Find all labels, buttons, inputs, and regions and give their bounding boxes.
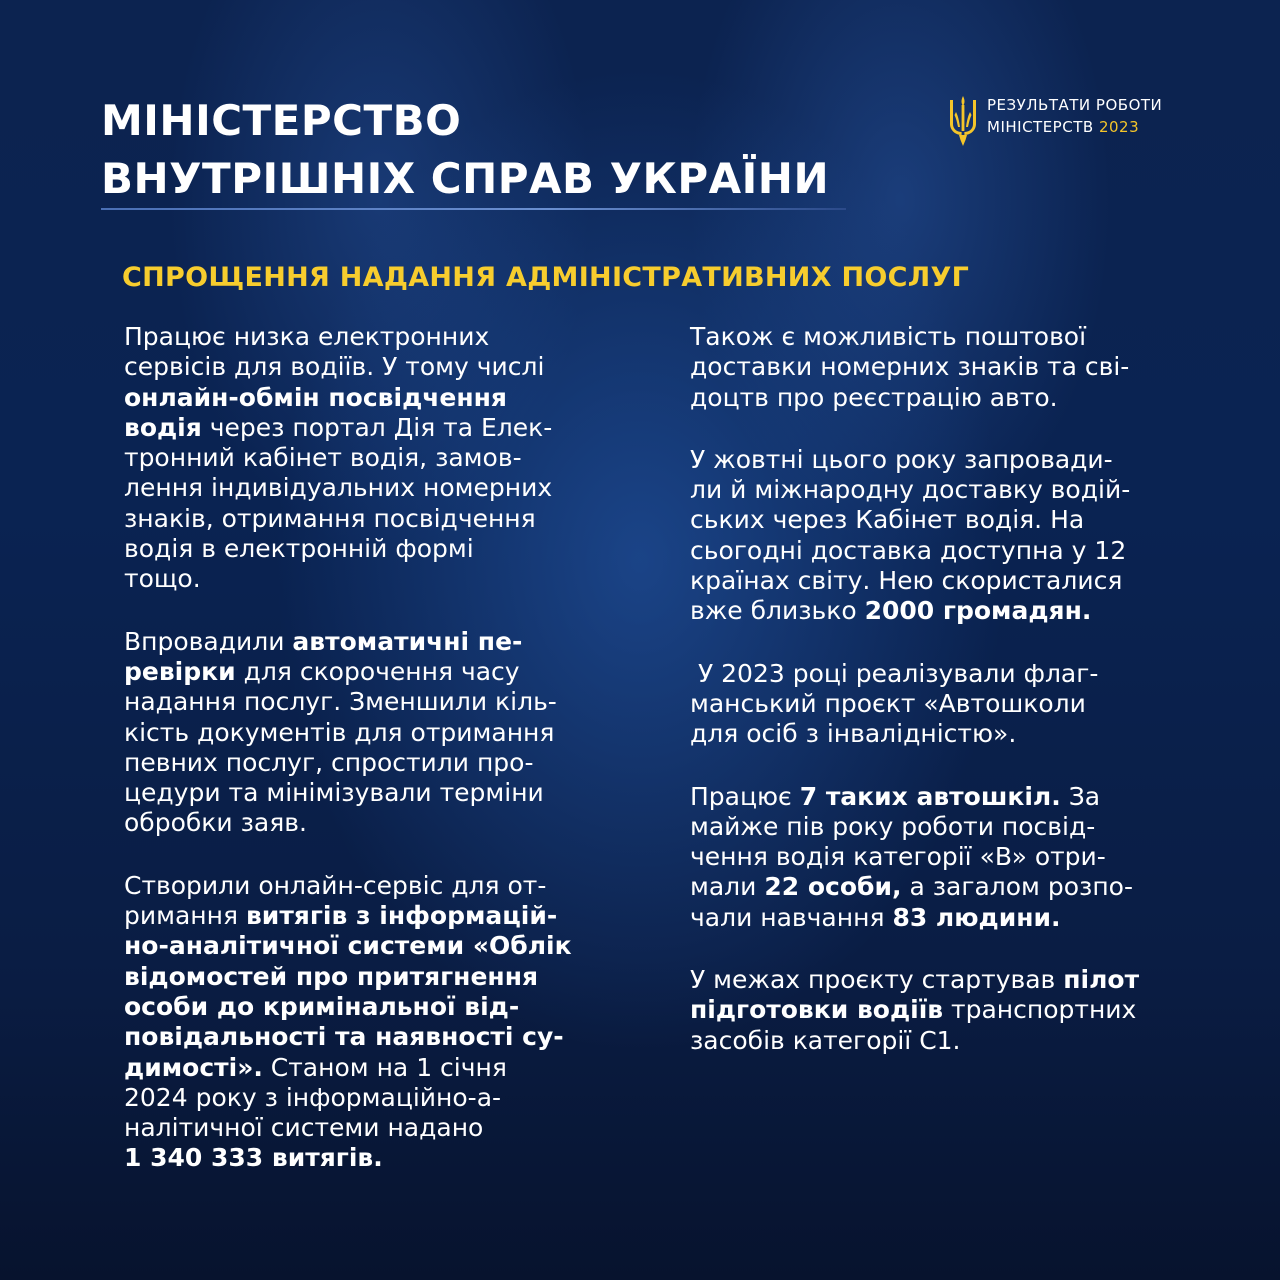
text-line: [124, 413, 654, 443]
brand-logo: [947, 88, 1237, 148]
right-column: [690, 322, 1230, 1088]
text-line: [124, 901, 654, 931]
text-line: [124, 627, 654, 657]
title-divider: [101, 208, 846, 210]
text-line: [124, 931, 654, 961]
text-fragment: У межах проєкту стартував: [690, 965, 1064, 995]
text-fragment: через портал Дія та Елек-: [201, 412, 553, 442]
text-line: [690, 903, 1230, 933]
text-line: У жовтні цього року запровади-: [690, 444, 1113, 474]
text-line: Також є можливість поштової: [690, 322, 1087, 351]
text-line: цедури та мінімізували терміни: [124, 778, 544, 808]
text-line: ських через Кабінет водія. На: [690, 505, 1085, 535]
bold-text: ревірки: [124, 656, 236, 686]
text-fragment: римання: [124, 901, 246, 931]
page-title: [101, 92, 901, 208]
brand-year: 2023: [1098, 118, 1140, 136]
text-line: надання послуг. Зменшили кіль-: [124, 687, 557, 717]
paragraph-postal-delivery: [690, 322, 1230, 413]
text-fragment: Станом на 1 січня: [262, 1052, 507, 1082]
text-fragment: За: [1060, 781, 1101, 811]
text-line: доцтв про реєстрацію авто.: [690, 382, 1058, 412]
text-line: [690, 872, 1230, 902]
brand-caption-line-2: [987, 116, 1162, 138]
text-line: країнах світу. Нею скористалися: [690, 566, 1123, 596]
text-fragment: а загалом розпо-: [901, 872, 1133, 902]
bold-text: 83 людини.: [892, 902, 1061, 932]
bold-text: повідальності та наявності су-: [124, 1022, 564, 1052]
text-line: Створили онлайн-сервіс для от-: [124, 870, 547, 900]
text-line: майже пів року роботи посвід-: [690, 811, 1096, 841]
paragraph-online-extracts: [124, 871, 654, 1174]
paragraph-electronic-services: [124, 322, 654, 595]
bold-text: особи до кримінальної від-: [124, 991, 520, 1021]
bold-text: підготовки водіїв: [690, 995, 944, 1025]
left-column: [124, 322, 654, 1206]
text-fragment: Працює: [690, 781, 800, 811]
bold-text: 2000 громадян.: [864, 596, 1092, 626]
text-line: У 2023 році реалізували флаг-: [690, 658, 1099, 688]
text-line: [124, 657, 654, 687]
bold-text: 1 340 333 витягів.: [124, 1143, 383, 1173]
text-line: сервісів для водіїв. У тому числі: [124, 352, 545, 382]
bold-text: но-аналітичної системи «Облік: [124, 931, 572, 961]
bold-text: відомостей про притягнення: [124, 961, 539, 991]
text-line: лення індивідуальних номерних: [124, 473, 553, 503]
bold-text: 7 таких автошкіл.: [799, 781, 1061, 811]
text-line: [124, 1053, 654, 1083]
bold-text: димості».: [124, 1052, 263, 1082]
text-line: засобів категорії С1.: [690, 1025, 961, 1055]
brand-caption-line-1: РЕЗУЛЬТАТИ РОБОТИ: [987, 96, 1163, 114]
paragraph-international-delivery: [690, 445, 1230, 627]
text-line: тощо.: [124, 564, 201, 594]
text-line: для осіб з інвалідністю».: [690, 719, 1017, 749]
text-line: [124, 1143, 654, 1173]
bold-text: водія: [124, 412, 202, 442]
text-line: сьогодні доставка доступна у 12: [690, 535, 1127, 565]
bold-text: витягів з інформацій-: [245, 901, 558, 931]
text-fragment: транспортних: [943, 995, 1137, 1025]
text-line: доставки номерних знаків та сві-: [690, 352, 1130, 382]
text-line: кість документів для отримання: [124, 717, 555, 747]
trident-icon: [947, 94, 979, 148]
brand-caption-ministries: МІНІСТЕРСТВ: [987, 118, 1094, 136]
paragraph-automatic-checks: [124, 627, 654, 839]
text-line: [124, 1022, 654, 1052]
brand-caption: [987, 94, 1162, 138]
text-line: манський проєкт «Автошколи: [690, 688, 1086, 718]
text-line: [690, 995, 1230, 1025]
bold-text: онлайн-обмін посвідчення: [124, 382, 507, 412]
text-line: обробки заяв.: [124, 808, 307, 838]
text-line: [690, 965, 1230, 995]
text-line: налітичної системи надано: [124, 1113, 484, 1143]
text-line: Працює низка електронних: [124, 322, 490, 351]
text-line: [124, 383, 654, 413]
text-line: ли й міжнародну доставку водій-: [690, 475, 1131, 505]
paragraph-flagship-project: [690, 659, 1230, 750]
bold-text: пілот: [1063, 965, 1140, 995]
text-fragment: Впровадили: [124, 626, 293, 656]
text-fragment: вже близько: [690, 596, 865, 626]
text-line: водія в електронній формі: [124, 534, 474, 564]
text-line: знаків, отримання посвідчення: [124, 503, 536, 533]
text-fragment: мали: [690, 872, 765, 902]
text-line: [124, 962, 654, 992]
bold-text: автоматичні пе-: [292, 626, 523, 656]
text-fragment: чали навчання: [690, 902, 893, 932]
section-title: СПРОЩЕННЯ НАДАННЯ АДМІНІСТРАТИВНИХ ПОСЛУГ: [122, 262, 970, 293]
text-line: [690, 782, 1230, 812]
page-title-line-2: ВНУТРІШНІХ СПРАВ УКРАЇНИ: [101, 154, 830, 203]
text-line: [690, 596, 1230, 626]
text-line: 2024 року з інформаційно-а-: [124, 1082, 502, 1112]
paragraph-pilot-training: [690, 965, 1230, 1056]
text-fragment: для скорочення часу: [235, 656, 520, 686]
bold-text: 22 особи,: [764, 872, 902, 902]
page-title-line-1: МІНІСТЕРСТВО: [101, 96, 462, 145]
paragraph-driving-schools: [690, 782, 1230, 933]
text-line: [124, 992, 654, 1022]
text-line: тронний кабінет водія, замов-: [124, 443, 522, 473]
text-line: певних послуг, спростили про-: [124, 747, 534, 777]
text-line: чення водія категорії «B» отри-: [690, 842, 1106, 872]
